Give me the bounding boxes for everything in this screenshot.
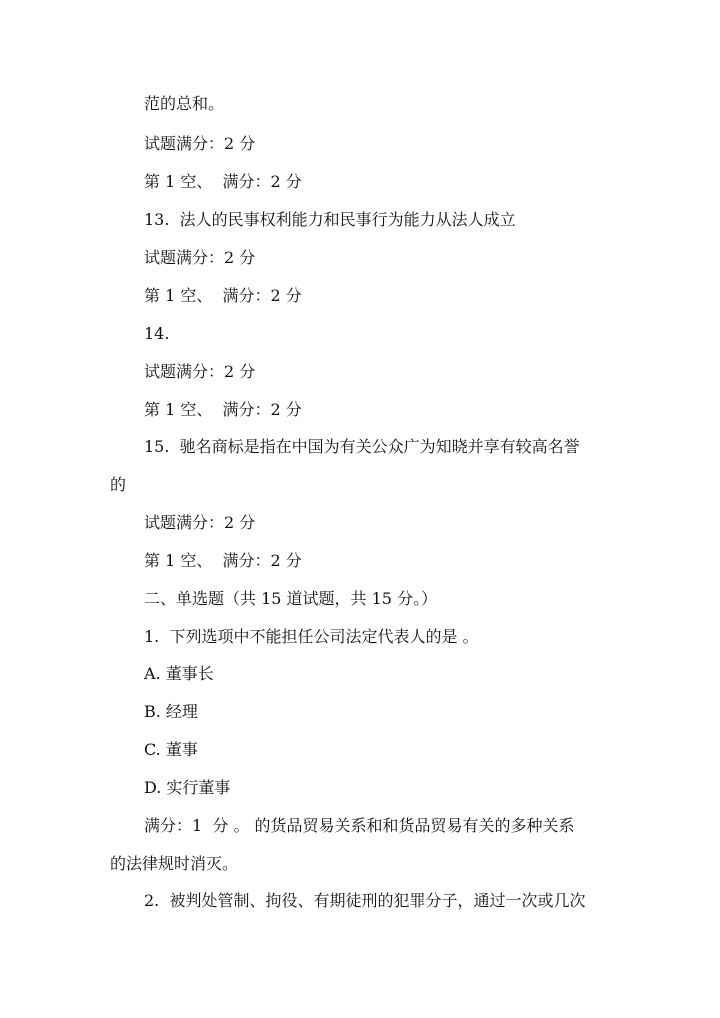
text-line: 第 1 空、 满分：2 分: [144, 551, 302, 570]
score-line-continued: 的法律规时消灭。: [110, 854, 239, 873]
question-15-continued: 的: [110, 475, 127, 494]
option-a: A. 董事长: [144, 664, 214, 683]
text-line: 第 1 空、 满分：2 分: [144, 400, 302, 419]
question-15: 15. 驰名商标是指在中国为有关公众广为知晓并享有较高名誉: [144, 437, 580, 456]
text-line: 范的总和。: [144, 94, 225, 113]
text-line: 试题满分：2 分: [144, 134, 256, 153]
text-line: 第 1 空、 满分：2 分: [144, 286, 302, 305]
question-13: 13. 法人的民事权利能力和民事行为能力从法人成立: [144, 210, 516, 229]
option-b: B. 经理: [144, 702, 198, 721]
option-c: C. 董事: [144, 740, 198, 759]
text-line: 试题满分：2 分: [144, 362, 256, 381]
question-2: 2. 被判处管制、拘役、有期徒刑的犯罪分子，通过一次或几次: [144, 891, 586, 910]
question-1: 1. 下列选项中不能担任公司法定代表人的是 。: [144, 627, 479, 646]
score-line: 满分：1 分 。 的货品贸易关系和和货品贸易有关的多种关系: [144, 816, 575, 835]
section-heading: 二、单选题（共 15 道试题，共 15 分。）: [144, 589, 438, 608]
question-14: 14.: [144, 324, 170, 343]
text-line: 试题满分：2 分: [144, 248, 256, 267]
text-line: 试题满分：2 分: [144, 513, 256, 532]
text-line: 第 1 空、 满分：2 分: [144, 172, 302, 191]
option-d: D. 实行董事: [144, 778, 231, 797]
